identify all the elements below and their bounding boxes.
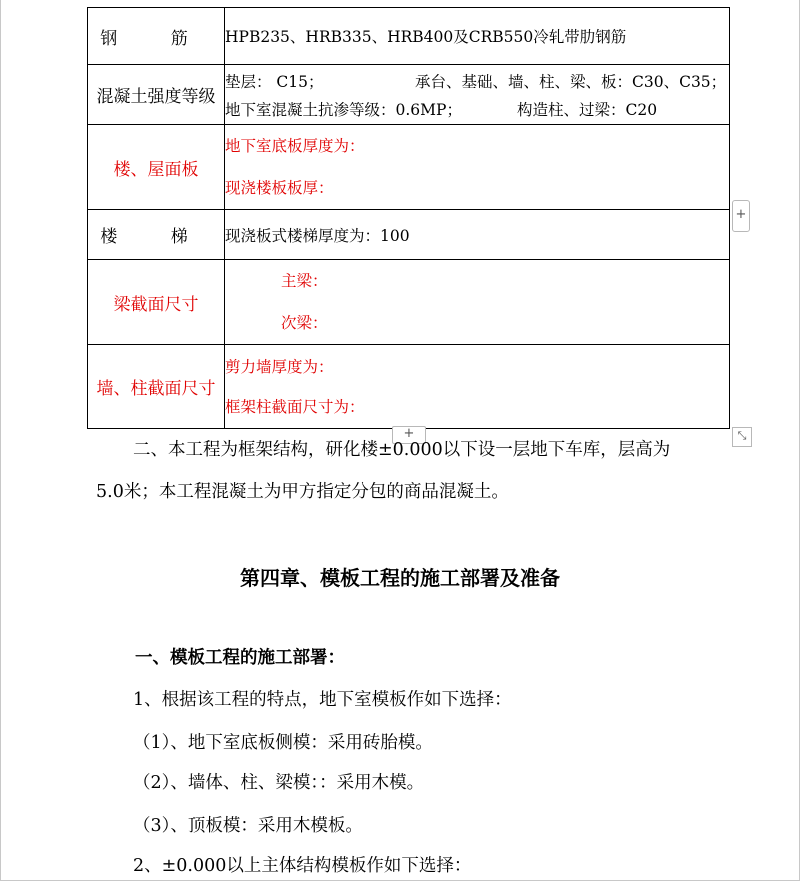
concrete-cushion: 垫层： C15； — [225, 72, 324, 91]
label-beam: 梁截面尺寸 — [88, 260, 225, 345]
content-rebar[interactable] — [225, 8, 730, 65]
concrete-column: 构造柱、过梁：C20 — [517, 100, 658, 119]
shear-wall-thickness: 剪力墙厚度为： — [225, 357, 334, 376]
content-slab[interactable] — [225, 125, 730, 210]
floor-slab-thickness: 现浇楼板板厚： — [225, 179, 334, 197]
concrete-impermeability: 地下室混凝土抗渗等级：0.6MP； — [225, 100, 462, 119]
label-concrete: 混凝土强度等级 — [88, 65, 225, 125]
list-item-1-2: （2）、墙体、柱、梁模：：采用木模。 — [133, 773, 425, 793]
table-row-rebar — [88, 8, 730, 65]
concrete-main: 承台、基础、墙、柱、梁、板：C30、C35； — [415, 72, 727, 91]
content-concrete[interactable] — [225, 65, 730, 125]
label-wall: 墙、柱截面尺寸 — [88, 345, 225, 429]
basement-slab-thickness: 地下室底板厚度为： — [225, 137, 365, 155]
list-item-1: 1、根据该工程的特点，地下室模板作如下选择： — [133, 690, 512, 710]
paragraph-structure-line2: 5.0米；本工程混凝土为甲方指定分包的商品混凝土。 — [96, 482, 509, 502]
stair-thickness: 现浇板式楼梯厚度为：100 — [225, 226, 410, 245]
label-rebar: 钢 筋 — [88, 8, 225, 65]
table-row-beam — [88, 260, 730, 345]
spec-table — [87, 7, 730, 429]
column-section-size: 框架柱截面尺寸为： — [225, 397, 365, 416]
main-beam: 主梁： — [281, 272, 328, 290]
content-beam[interactable] — [225, 260, 730, 345]
paragraph-structure-line1: 二、本工程为框架结构，研化楼±0.000以下设一层地下车库，层高为 — [133, 440, 671, 460]
table-row-wall — [88, 345, 730, 429]
list-item-1-3: （3）、顶板模：采用木模板。 — [133, 816, 363, 836]
section-title: 一、模板工程的施工部署： — [135, 648, 345, 668]
list-item-1-1: （1）、地下室底板侧模：采用砖胎模。 — [133, 733, 433, 753]
content-stairs[interactable] — [225, 210, 730, 260]
add-column-button[interactable]: + — [392, 426, 426, 444]
table-resize-handle[interactable]: ⤡ — [732, 427, 752, 447]
list-item-2: 2、±0.000以上主体结构模板作如下选择： — [133, 856, 472, 876]
rebar-spec: HPB235、HRB335、HRB400及CRB550冷轧带肋钢筋 — [225, 28, 627, 46]
secondary-beam: 次梁： — [281, 314, 328, 332]
label-stairs: 楼 梯 — [88, 210, 225, 260]
label-slab: 楼、屋面板 — [88, 125, 225, 210]
chapter-title: 第四章、模板工程的施工部署及准备 — [240, 566, 560, 590]
table-row-slab — [88, 125, 730, 210]
add-row-button[interactable]: + — [732, 200, 750, 232]
table-row-stairs — [88, 210, 730, 260]
table-row-concrete — [88, 65, 730, 125]
content-wall[interactable] — [225, 345, 730, 429]
